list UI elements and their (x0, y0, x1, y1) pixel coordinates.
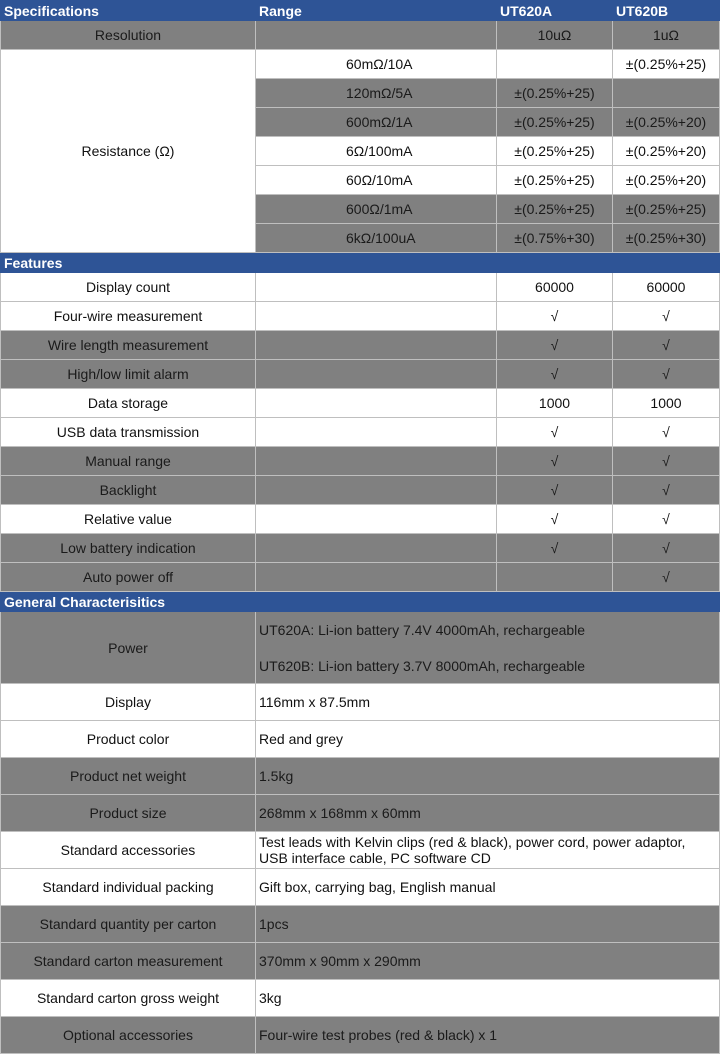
feature-row (1, 505, 720, 534)
resistance-ut620b: ±(0.25%+30) (613, 224, 720, 253)
feature-row (1, 389, 720, 418)
general-row (1, 869, 720, 906)
feature-ut620a: √ (497, 331, 613, 360)
feature-blank (256, 563, 497, 592)
general-name: Standard individual packing (1, 869, 256, 906)
general-value (256, 612, 720, 684)
feature-name: High/low limit alarm (1, 360, 256, 389)
feature-ut620a: √ (497, 447, 613, 476)
general-row (1, 906, 720, 943)
feature-ut620b: √ (613, 505, 720, 534)
header-specifications: Specifications (1, 1, 256, 21)
general-title: General Characterisitics (1, 592, 720, 612)
resistance-range: 600Ω/1mA (256, 195, 497, 224)
general-value: Red and grey (256, 721, 720, 758)
feature-blank (256, 476, 497, 505)
general-value: Four-wire test probes (red & black) x 1 (256, 1017, 720, 1054)
feature-row (1, 476, 720, 505)
resistance-ut620a: ±(0.25%+25) (497, 137, 613, 166)
resistance-ut620a (497, 50, 613, 79)
feature-row (1, 563, 720, 592)
feature-ut620b: √ (613, 418, 720, 447)
resolution-ut620a: 10uΩ (497, 21, 613, 50)
resolution-label: Resolution (1, 21, 256, 50)
feature-row (1, 302, 720, 331)
resistance-ut620b: ±(0.25%+20) (613, 166, 720, 195)
resistance-ut620b: ±(0.25%+20) (613, 137, 720, 166)
general-name: Optional accessories (1, 1017, 256, 1054)
general-name: Standard carton measurement (1, 943, 256, 980)
resolution-row (1, 21, 720, 50)
resistance-range: 6Ω/100mA (256, 137, 497, 166)
resistance-ut620a: ±(0.25%+25) (497, 108, 613, 137)
resistance-label: Resistance (Ω) (1, 50, 256, 253)
general-row (1, 684, 720, 721)
feature-blank (256, 331, 497, 360)
feature-blank (256, 273, 497, 302)
general-row (1, 795, 720, 832)
feature-ut620b: √ (613, 302, 720, 331)
resistance-ut620a: ±(0.25%+25) (497, 79, 613, 108)
general-name: Product color (1, 721, 256, 758)
resistance-ut620b: ±(0.25%+20) (613, 108, 720, 137)
feature-row (1, 447, 720, 476)
general-name: Product size (1, 795, 256, 832)
feature-row (1, 360, 720, 389)
feature-row (1, 418, 720, 447)
feature-name: Relative value (1, 505, 256, 534)
feature-ut620a: 60000 (497, 273, 613, 302)
resistance-ut620a: ±(0.25%+25) (497, 166, 613, 195)
feature-name: Manual range (1, 447, 256, 476)
feature-ut620b: 60000 (613, 273, 720, 302)
features-title: Features (1, 253, 720, 273)
feature-ut620b: √ (613, 563, 720, 592)
feature-ut620b: √ (613, 331, 720, 360)
general-row (1, 832, 720, 869)
feature-ut620b: √ (613, 476, 720, 505)
resistance-range: 60mΩ/10A (256, 50, 497, 79)
feature-blank (256, 302, 497, 331)
feature-ut620b: √ (613, 447, 720, 476)
feature-ut620a: √ (497, 534, 613, 563)
feature-ut620a: √ (497, 418, 613, 447)
feature-ut620b: √ (613, 360, 720, 389)
resistance-range: 600mΩ/1A (256, 108, 497, 137)
feature-ut620a (497, 563, 613, 592)
general-value: 370mm x 90mm x 290mm (256, 943, 720, 980)
feature-name: Backlight (1, 476, 256, 505)
general-row (1, 721, 720, 758)
feature-ut620b: √ (613, 534, 720, 563)
header-ut620b: UT620B (613, 1, 720, 21)
general-name: Standard carton gross weight (1, 980, 256, 1017)
general-value: Test leads with Kelvin clips (red & black), power cord, power adaptor, USB interface cable, PC software CD (256, 832, 720, 869)
header-ut620a: UT620A (497, 1, 613, 21)
feature-row (1, 331, 720, 360)
general-name: Product net weight (1, 758, 256, 795)
general-header-row (1, 592, 720, 612)
general-row (1, 758, 720, 795)
resistance-ut620a: ±(0.75%+30) (497, 224, 613, 253)
resistance-ut620a: ±(0.25%+25) (497, 195, 613, 224)
general-value: 1pcs (256, 906, 720, 943)
general-row (1, 943, 720, 980)
feature-name: USB data transmission (1, 418, 256, 447)
general-name: Display (1, 684, 256, 721)
general-name: Standard quantity per carton (1, 906, 256, 943)
feature-name: Display count (1, 273, 256, 302)
power-line-ut620a: UT620A: Li-ion battery 7.4V 4000mAh, rechargeable (259, 621, 586, 638)
general-row-power (1, 612, 720, 684)
feature-row (1, 273, 720, 302)
resistance-ut620b: ±(0.25%+25) (613, 50, 720, 79)
resistance-row (1, 50, 720, 79)
feature-ut620b: 1000 (613, 389, 720, 418)
general-value: 3kg (256, 980, 720, 1017)
resolution-range (256, 21, 497, 50)
resistance-range: 120mΩ/5A (256, 79, 497, 108)
resistance-range: 6kΩ/100uA (256, 224, 497, 253)
general-name: Standard accessories (1, 832, 256, 869)
feature-blank (256, 534, 497, 563)
feature-name: Four-wire measurement (1, 302, 256, 331)
resistance-range: 60Ω/10mA (256, 166, 497, 195)
feature-name: Low battery indication (1, 534, 256, 563)
feature-name: Wire length measurement (1, 331, 256, 360)
features-header-row (1, 253, 720, 273)
feature-ut620a: √ (497, 505, 613, 534)
header-range: Range (256, 1, 497, 21)
general-value: 116mm x 87.5mm (256, 684, 720, 721)
feature-name: Data storage (1, 389, 256, 418)
feature-blank (256, 505, 497, 534)
feature-ut620a: √ (497, 360, 613, 389)
feature-row (1, 534, 720, 563)
general-value: 268mm x 168mm x 60mm (256, 795, 720, 832)
feature-blank (256, 418, 497, 447)
feature-blank (256, 447, 497, 476)
resistance-ut620b (613, 79, 720, 108)
resolution-ut620b: 1uΩ (613, 21, 720, 50)
feature-name: Auto power off (1, 563, 256, 592)
general-row (1, 980, 720, 1017)
feature-blank (256, 360, 497, 389)
feature-blank (256, 389, 497, 418)
general-row (1, 1017, 720, 1054)
general-value: Gift box, carrying bag, English manual (256, 869, 720, 906)
general-name: Power (1, 612, 256, 684)
general-value: 1.5kg (256, 758, 720, 795)
power-line-ut620b: UT620B: Li-ion battery 3.7V 8000mAh, rechargeable (259, 657, 586, 674)
feature-ut620a: √ (497, 476, 613, 505)
resistance-ut620b: ±(0.25%+25) (613, 195, 720, 224)
power-spacer (259, 639, 717, 657)
specifications-header-row (1, 1, 720, 21)
feature-ut620a: √ (497, 302, 613, 331)
feature-ut620a: 1000 (497, 389, 613, 418)
